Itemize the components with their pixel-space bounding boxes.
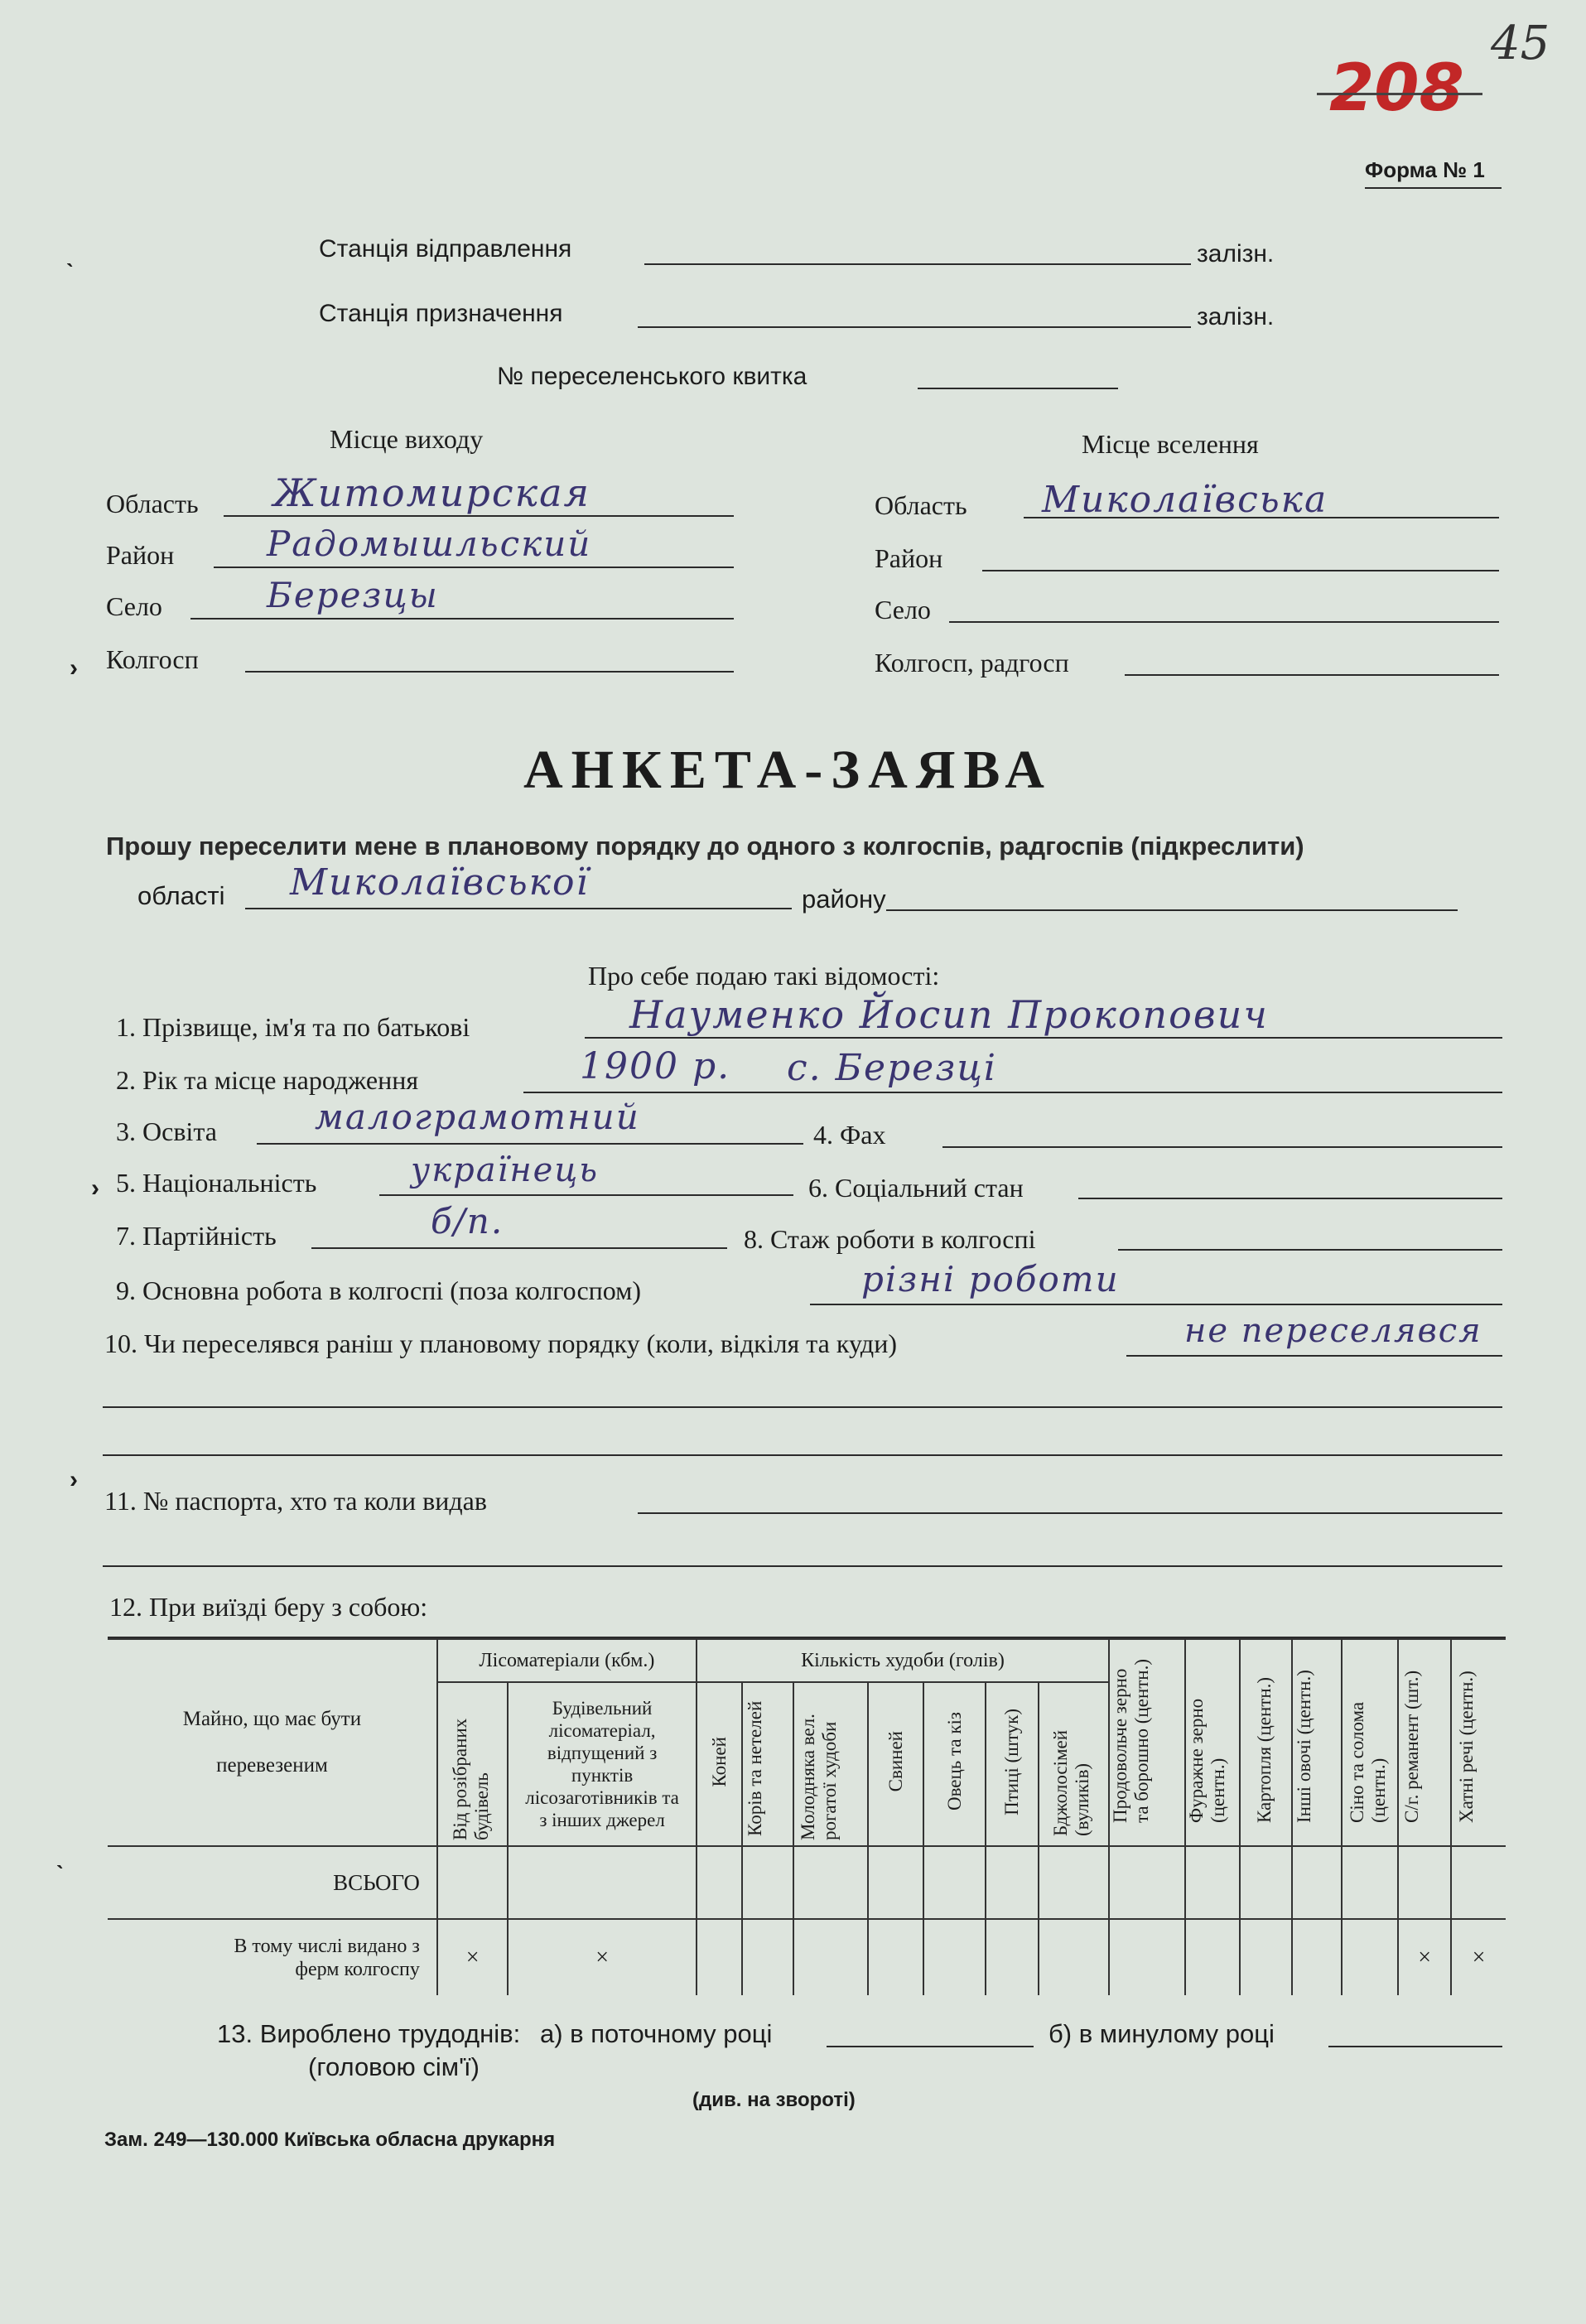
origin-oblast-label: Область [106, 489, 199, 518]
field-5-label: 5. Національність [116, 1168, 317, 1198]
margin-mark: ˎ [66, 240, 75, 268]
col-household: Хатні речі (центн.) [1451, 1639, 1506, 1846]
field-5-value: українець [411, 1151, 600, 1189]
cell[interactable] [868, 1846, 923, 1919]
col-birds: Птиці (штук) [986, 1682, 1038, 1846]
cell[interactable] [697, 1846, 742, 1919]
field-9-line[interactable] [810, 1304, 1502, 1305]
col-fodder: Фуражне зерно (центн.) [1185, 1639, 1240, 1846]
destination-heading: Місце вселення [1082, 429, 1259, 459]
field-7-line[interactable] [311, 1247, 727, 1249]
field-12-label: 12. При виїзді беру з собою: [109, 1592, 428, 1622]
cell[interactable] [1292, 1919, 1342, 1995]
origin-selo-line[interactable] [190, 618, 734, 620]
origin-selo-label: Село [106, 591, 162, 621]
cell[interactable] [1039, 1846, 1109, 1919]
destination-oblast-line[interactable] [1024, 517, 1499, 518]
destination-selo-line[interactable] [949, 621, 1499, 623]
cell[interactable] [986, 1846, 1038, 1919]
field-5-line[interactable] [379, 1194, 793, 1196]
field-3-label: 3. Освіта [116, 1116, 217, 1146]
col-potato: Картопля (центн.) [1240, 1639, 1292, 1846]
workdays-sub: (головою сім'ї) [308, 2052, 480, 2081]
see-back-note: (див. на звороті) [692, 2089, 856, 2111]
ticket-number-label: № переселенського квитка [497, 363, 807, 390]
field-1-label: 1. Прізвище, ім'я та по батькові [116, 1012, 470, 1042]
col-horses: Коней [697, 1682, 742, 1846]
margin-mark: › [70, 1466, 78, 1493]
cross-mark: × [508, 1919, 696, 1995]
destination-selo-label: Село [875, 595, 931, 624]
request-oblast-label: області [137, 881, 225, 910]
printer-imprint: Зам. 249—130.000 Київська обласна друкарня [104, 2129, 556, 2151]
group-lumber: Лісоматеріали (кбм.) [437, 1639, 697, 1682]
margin-mark: ˎ [56, 1842, 65, 1869]
cell[interactable] [868, 1919, 923, 1995]
cell[interactable] [793, 1846, 868, 1919]
margin-mark: › [91, 1174, 99, 1202]
field-2-label: 2. Рік та місце народження [116, 1065, 419, 1095]
archive-number-written: 45 [1491, 17, 1550, 70]
origin-selo-value: Березцы [267, 575, 439, 615]
destination-kolhosp-line[interactable] [1125, 674, 1499, 676]
workdays-label: 13. Вироблено трудоднів: [217, 2019, 521, 2048]
field-2-place: с. Березці [787, 1047, 997, 1089]
request-oblast-value: Миколаївської [290, 861, 590, 904]
field-1-line[interactable] [585, 1037, 1502, 1039]
form-number-label: Форма № 1 [1365, 157, 1485, 182]
col-building: Будівельний лісоматеріал, відпущений з пунктів лісозаготівників та з інших джерел [508, 1682, 696, 1846]
field-10-line-2[interactable] [103, 1406, 1502, 1408]
row-issued-label: В тому числі видано з ферм колгоспу [108, 1919, 437, 1995]
cell[interactable] [437, 1846, 508, 1919]
field-7-label: 7. Партійність [116, 1221, 277, 1251]
col-sheep: Овець та кіз [923, 1682, 986, 1846]
field-10-line[interactable] [1126, 1355, 1502, 1357]
row-total-label: ВСЬОГО [108, 1846, 437, 1919]
field-6-label: 6. Соціальний стан [808, 1173, 1024, 1203]
field-8-line[interactable] [1118, 1249, 1502, 1251]
cell[interactable] [1398, 1846, 1451, 1919]
margin-mark: › [70, 654, 78, 682]
field-11-label: 11. № паспорта, хто та коли видав [104, 1486, 487, 1516]
cell[interactable] [697, 1919, 742, 1995]
field-9-value: різні роботи [861, 1259, 1120, 1299]
table-row-issued [108, 1919, 1506, 1995]
cell[interactable] [923, 1919, 986, 1995]
table-row-total [108, 1846, 1506, 1919]
origin-raion-value: Радомышльский [267, 523, 592, 564]
field-10-value: не переселявся [1184, 1312, 1482, 1350]
col-cows: Корів та нетелей [742, 1682, 793, 1846]
field-9-label: 9. Основна робота в колгоспі (поза колгоспом) [116, 1275, 642, 1305]
field-2-year: 1900 р. [580, 1045, 731, 1087]
departure-station-line[interactable] [644, 263, 1191, 265]
cell[interactable] [1240, 1846, 1292, 1919]
col-hay: Сіно та солома (центн.) [1342, 1639, 1398, 1846]
strike-line [1317, 93, 1482, 95]
field-7-value: б/п. [431, 1201, 504, 1242]
cell[interactable] [1185, 1919, 1240, 1995]
form-number-underline [1365, 187, 1502, 189]
destination-station-line[interactable] [638, 326, 1191, 328]
cross-mark: × [437, 1919, 508, 1995]
destination-oblast-value: Миколаївська [1042, 479, 1328, 521]
destination-raion-line[interactable] [982, 570, 1499, 571]
field-3-line[interactable] [257, 1143, 803, 1145]
cell[interactable] [1342, 1846, 1398, 1919]
cell[interactable] [1109, 1919, 1185, 1995]
workdays-current: а) в поточному році [540, 2019, 773, 2048]
workdays-current-line[interactable] [827, 2046, 1034, 2047]
property-table [108, 1638, 1506, 1995]
cell[interactable] [742, 1846, 793, 1919]
request-raion-label: району [802, 885, 886, 914]
about-intro: Про себе подаю такі відомості: [588, 961, 940, 991]
workdays-previous-line[interactable] [1328, 2046, 1502, 2047]
destination-raion-label: Район [875, 543, 943, 573]
col-dismantled: Від розібраних будівель [437, 1682, 508, 1846]
origin-raion-line[interactable] [214, 567, 734, 568]
field-3-value: малограмотний [315, 1097, 640, 1137]
cell[interactable] [1342, 1919, 1398, 1995]
cross-mark: × [1398, 1919, 1451, 1995]
field-6-line[interactable] [1078, 1198, 1502, 1199]
cell[interactable] [793, 1919, 868, 1995]
destination-rail-suffix: залізн. [1197, 303, 1275, 330]
origin-heading: Місце виходу [330, 424, 484, 454]
destination-oblast-label: Область [875, 490, 967, 520]
field-2-line[interactable] [523, 1092, 1502, 1093]
cell[interactable] [1039, 1919, 1109, 1995]
table-row-header [108, 1639, 437, 1846]
cell[interactable] [923, 1846, 986, 1919]
request-oblast-line[interactable] [245, 908, 792, 909]
destination-kolhosp-label: Колгосп, радгосп [875, 648, 1069, 677]
field-1-value: Науменко Йосип Прокопович [629, 992, 1269, 1037]
field-8-label: 8. Стаж роботи в колгоспі [744, 1224, 1036, 1254]
request-text: Прошу переселити мене в плановому порядку до одного з колгоспів, радгоспів (підкреслити) [106, 832, 1304, 861]
origin-oblast-line[interactable] [224, 515, 734, 517]
archive-number-struck: 208 [1329, 51, 1464, 126]
origin-kolhosp-line[interactable] [245, 671, 734, 673]
field-11-line[interactable] [638, 1512, 1502, 1514]
origin-oblast-value: Житомирская [273, 470, 591, 515]
col-pigs: Свиней [868, 1682, 923, 1846]
cell[interactable] [742, 1919, 793, 1995]
departure-station-label: Станція відправлення [319, 235, 572, 263]
group-cattle: Кількість худоби (голів) [697, 1639, 1109, 1682]
workdays-previous: б) в минулому році [1048, 2019, 1275, 2048]
col-bees: Бджолосімей (вуликів) [1039, 1682, 1109, 1846]
cell[interactable] [1185, 1846, 1240, 1919]
cell[interactable] [1451, 1846, 1506, 1919]
field-11-line-2[interactable] [103, 1565, 1502, 1567]
cell[interactable] [986, 1919, 1038, 1995]
col-veg: Інші овочі (центн.) [1292, 1639, 1342, 1846]
request-raion-line[interactable] [886, 909, 1458, 911]
departure-rail-suffix: залізн. [1197, 240, 1275, 268]
origin-raion-label: Район [106, 540, 175, 570]
field-10-line-3[interactable] [103, 1454, 1502, 1456]
field-4-label: 4. Фах [813, 1120, 886, 1150]
cell[interactable] [1240, 1919, 1292, 1995]
col-inventory: С/г. реманент (шт.) [1398, 1639, 1451, 1846]
cell[interactable] [1109, 1846, 1185, 1919]
col-young: Молодняка вел. рогатої худоби [793, 1682, 868, 1846]
ticket-number-line[interactable] [918, 388, 1118, 389]
cell[interactable] [508, 1846, 696, 1919]
field-10-label: 10. Чи переселявся раніш у плановому порядку (коли, відкіля та куди) [104, 1328, 897, 1358]
form-title: АНКЕТА-ЗАЯВА [523, 740, 1053, 800]
row-header-text: Майно, що має бути перевезеним [182, 1708, 362, 1777]
origin-kolhosp-label: Колгосп [106, 644, 199, 674]
col-grain: Продовольче зерно та борошно (центн.) [1109, 1639, 1185, 1846]
destination-station-label: Станція призначення [319, 300, 563, 327]
cell[interactable] [1292, 1846, 1342, 1919]
field-4-line[interactable] [942, 1146, 1502, 1148]
cross-mark: × [1451, 1919, 1506, 1995]
